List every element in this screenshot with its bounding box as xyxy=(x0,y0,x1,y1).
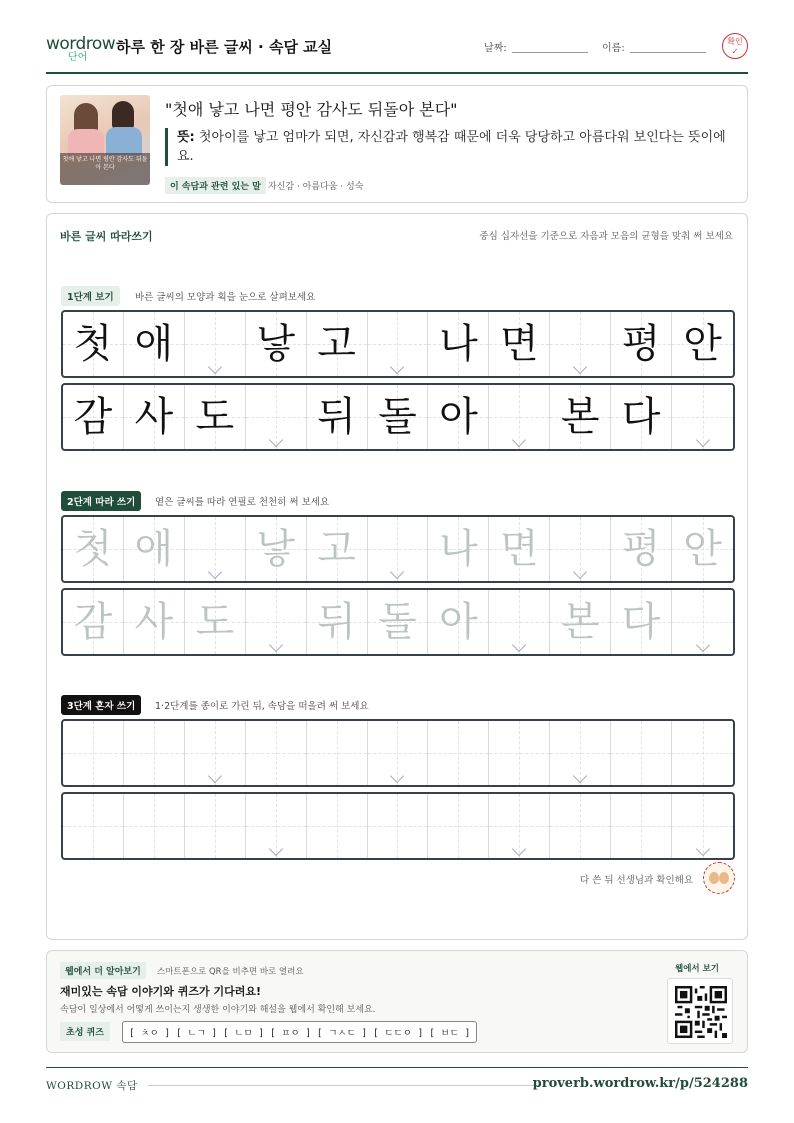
grid-character: 면 xyxy=(499,526,539,572)
grid-cell[interactable] xyxy=(124,590,185,654)
space-mark-icon xyxy=(573,565,587,579)
grid-cell[interactable] xyxy=(368,721,429,785)
grid-character: 뒤 xyxy=(317,394,356,440)
grid-cell[interactable] xyxy=(368,590,429,654)
space-mark-icon xyxy=(269,842,283,856)
web-hint: 스마트폰으로 QR을 비추면 바로 열려요 xyxy=(157,967,304,977)
web-subtitle: 속담이 일상에서 어떻게 쓰이는지 생생한 이야기와 해설을 웹에서 확인해 보세요. xyxy=(60,1005,376,1015)
step2-row1[interactable] xyxy=(61,515,735,583)
step1-label: 1단계 보기 xyxy=(61,286,120,306)
step3-row2[interactable] xyxy=(61,792,735,860)
grid-cell xyxy=(550,312,611,376)
grid-character: 첫 xyxy=(73,321,113,367)
web-title: 재미있는 속담 이야기와 퀴즈가 기다려요! xyxy=(60,985,261,998)
grid-cell[interactable] xyxy=(428,517,489,581)
grid-cell xyxy=(489,312,550,376)
space-mark-icon xyxy=(208,565,222,579)
page-title: 하루 한 장 바른 글씨 · 속담 교실 xyxy=(116,38,333,56)
grid-character: 애 xyxy=(134,321,174,367)
grid-cell[interactable] xyxy=(489,590,550,654)
step1-row1 xyxy=(61,310,735,378)
grid-cell[interactable] xyxy=(307,517,368,581)
step2-row2[interactable] xyxy=(61,588,735,656)
grid-cell[interactable] xyxy=(185,721,246,785)
grid-cell xyxy=(672,312,733,376)
grid-cell[interactable] xyxy=(550,517,611,581)
proverb-card xyxy=(46,85,748,203)
space-mark-icon xyxy=(269,638,283,652)
grid-character: 다 xyxy=(621,394,661,440)
step3-desc: 1·2단계를 종이로 가린 뒤, 속담을 떠올려 써 보세요 xyxy=(155,701,369,712)
grid-cell xyxy=(368,312,429,376)
grid-character: 돌 xyxy=(378,394,417,440)
space-mark-icon xyxy=(573,360,587,374)
grid-cell[interactable] xyxy=(63,721,124,785)
space-mark-icon xyxy=(512,842,526,856)
name-line[interactable] xyxy=(630,52,706,53)
space-mark-icon xyxy=(512,433,526,447)
name-label: 이름: xyxy=(602,43,625,54)
grid-cell xyxy=(611,312,672,376)
web-tag: 웹에서 더 알아보기 xyxy=(60,962,146,979)
grid-cell[interactable] xyxy=(246,721,307,785)
footer-url[interactable]: proverb.wordrow.kr/p/524288 xyxy=(532,1076,748,1091)
grid-cell[interactable] xyxy=(368,794,429,858)
grid-cell[interactable] xyxy=(550,590,611,654)
grid-cell[interactable] xyxy=(246,794,307,858)
quiz-box: [ ㅊㅇ ] [ ㄴㄱ ] [ ㄴㅁ ] [ ㅍㅇ ] [ ㄱㅅㄷ ] [ ㄷㄷㅇ ] [ ㅂㄷ ] xyxy=(122,1021,477,1043)
grid-cell[interactable] xyxy=(550,721,611,785)
space-mark-icon xyxy=(208,360,222,374)
grid-cell[interactable] xyxy=(672,517,733,581)
step2-desc: 옅은 글씨를 따라 연필로 천천히 써 보세요 xyxy=(155,497,330,508)
grid-character: 평 xyxy=(621,321,661,367)
grid-character: 안 xyxy=(683,321,722,367)
footer-divider xyxy=(148,1085,538,1086)
grid-character: 감 xyxy=(73,394,113,440)
grid-cell[interactable] xyxy=(611,517,672,581)
space-mark-icon xyxy=(573,769,587,783)
space-mark-icon xyxy=(208,769,222,783)
grid-cell[interactable] xyxy=(63,517,124,581)
grid-character: 첫 xyxy=(73,526,113,572)
footer-brand: WORDROW 속담 xyxy=(46,1080,138,1092)
practice-description: 중심 십자선을 기준으로 자음과 모음의 균형을 맞춰 써 보세요 xyxy=(479,231,733,242)
grid-cell xyxy=(368,385,429,449)
proverb-thumbnail xyxy=(60,95,150,185)
grid-cell[interactable] xyxy=(489,517,550,581)
grid-cell[interactable] xyxy=(63,794,124,858)
proverb-meaning: 뜻: 첫아이를 낳고 엄마가 되면, 자신감과 행복감 때문에 더욱 당당하고 아름다워 보인다는 뜻이에요. xyxy=(165,128,735,166)
grid-cell[interactable] xyxy=(124,794,185,858)
grid-cell xyxy=(489,385,550,449)
space-mark-icon xyxy=(695,842,709,856)
practice-section xyxy=(46,213,748,940)
grid-cell xyxy=(185,312,246,376)
grid-cell xyxy=(185,385,246,449)
teacher-badge-icon xyxy=(703,862,735,894)
grid-cell[interactable] xyxy=(307,721,368,785)
related-label: 이 속담과 관련 있는 말 xyxy=(165,177,266,194)
web-section xyxy=(46,950,748,1053)
grid-cell[interactable] xyxy=(428,590,489,654)
grid-character: 본 xyxy=(560,394,600,440)
grid-cell[interactable] xyxy=(185,517,246,581)
date-line[interactable] xyxy=(512,52,588,53)
grid-cell[interactable] xyxy=(246,590,307,654)
step1-row2 xyxy=(61,383,735,451)
grid-character: 평 xyxy=(621,526,661,572)
grid-character: 본 xyxy=(560,599,600,645)
grid-cell xyxy=(307,385,368,449)
space-mark-icon xyxy=(512,638,526,652)
logo-sub: 단어 xyxy=(68,52,88,63)
grid-cell xyxy=(124,312,185,376)
thumbnail-caption: 첫애 낳고 나면 평안 감사도 뒤돌아 본다 xyxy=(60,153,150,185)
space-mark-icon xyxy=(695,433,709,447)
grid-character: 아 xyxy=(439,599,478,645)
grid-character: 낳 xyxy=(256,321,295,367)
space-mark-icon xyxy=(269,433,283,447)
grid-character: 사 xyxy=(134,599,174,645)
grid-cell[interactable] xyxy=(672,721,733,785)
grid-cell[interactable] xyxy=(550,794,611,858)
grid-cell[interactable] xyxy=(611,794,672,858)
grid-cell xyxy=(246,312,307,376)
space-mark-icon xyxy=(390,360,404,374)
date-label: 날짜: xyxy=(484,43,507,54)
step2-label: 2단계 따라 쓰기 xyxy=(61,491,141,511)
grid-cell[interactable] xyxy=(185,590,246,654)
grid-character: 고 xyxy=(317,526,356,572)
grid-cell[interactable] xyxy=(124,721,185,785)
grid-character: 나 xyxy=(439,526,478,572)
qr-label: 웹에서 보기 xyxy=(674,964,719,974)
grid-cell[interactable] xyxy=(672,794,733,858)
grid-cell[interactable] xyxy=(489,794,550,858)
grid-cell[interactable] xyxy=(63,590,124,654)
grid-cell[interactable] xyxy=(611,721,672,785)
grid-character: 다 xyxy=(621,599,661,645)
teacher-note: 다 쓴 뒤 선생님과 확인해요 xyxy=(579,875,693,886)
grid-cell xyxy=(246,385,307,449)
grid-cell[interactable] xyxy=(489,721,550,785)
grid-character: 면 xyxy=(499,321,539,367)
grid-character: 안 xyxy=(683,526,722,572)
grid-character: 아 xyxy=(439,394,478,440)
grid-cell[interactable] xyxy=(611,590,672,654)
grid-cell[interactable] xyxy=(428,794,489,858)
step3-label: 3단계 혼자 쓰기 xyxy=(61,695,141,715)
page-footer xyxy=(46,1067,748,1092)
space-mark-icon xyxy=(390,769,404,783)
grid-cell xyxy=(428,385,489,449)
grid-cell[interactable] xyxy=(246,517,307,581)
wordrow-logo: wordrow xyxy=(46,34,116,54)
grid-cell xyxy=(550,385,611,449)
page-header xyxy=(46,30,748,74)
grid-cell xyxy=(428,312,489,376)
grid-cell[interactable] xyxy=(368,517,429,581)
grid-cell xyxy=(63,385,124,449)
grid-character: 도 xyxy=(195,599,235,645)
grid-cell[interactable] xyxy=(307,590,368,654)
qr-code-icon[interactable] xyxy=(667,978,733,1044)
grid-character: 감 xyxy=(73,599,113,645)
grid-character: 낳 xyxy=(256,526,295,572)
space-mark-icon xyxy=(695,638,709,652)
grid-cell xyxy=(63,312,124,376)
grid-character: 애 xyxy=(134,526,174,572)
space-mark-icon xyxy=(390,565,404,579)
grid-character: 나 xyxy=(439,321,478,367)
grid-cell xyxy=(307,312,368,376)
grid-character: 뒤 xyxy=(317,599,356,645)
grid-character: 고 xyxy=(317,321,356,367)
grid-character: 돌 xyxy=(378,599,417,645)
step3-row1[interactable] xyxy=(61,719,735,787)
grid-cell[interactable] xyxy=(672,590,733,654)
grid-cell[interactable] xyxy=(428,721,489,785)
related-words: 자신감 · 아름다움 · 성숙 xyxy=(268,182,364,192)
qr-graphic xyxy=(675,986,727,1038)
quiz-label: 초성 퀴즈 xyxy=(60,1022,110,1041)
grid-cell[interactable] xyxy=(307,794,368,858)
grid-character: 사 xyxy=(134,394,174,440)
grid-cell xyxy=(124,385,185,449)
proverb-quote: "첫애 낳고 나면 평안 감사도 뒤돌아 본다" xyxy=(165,100,458,119)
grid-cell[interactable] xyxy=(124,517,185,581)
grid-character: 도 xyxy=(195,394,235,440)
grid-cell[interactable] xyxy=(185,794,246,858)
grid-cell xyxy=(611,385,672,449)
grid-cell xyxy=(672,385,733,449)
check-stamp-icon: 확인 ✓ xyxy=(722,33,748,59)
practice-title: 바른 글씨 따라쓰기 xyxy=(60,230,153,243)
step1-desc: 바른 글씨의 모양과 획을 눈으로 살펴보세요 xyxy=(135,292,316,303)
